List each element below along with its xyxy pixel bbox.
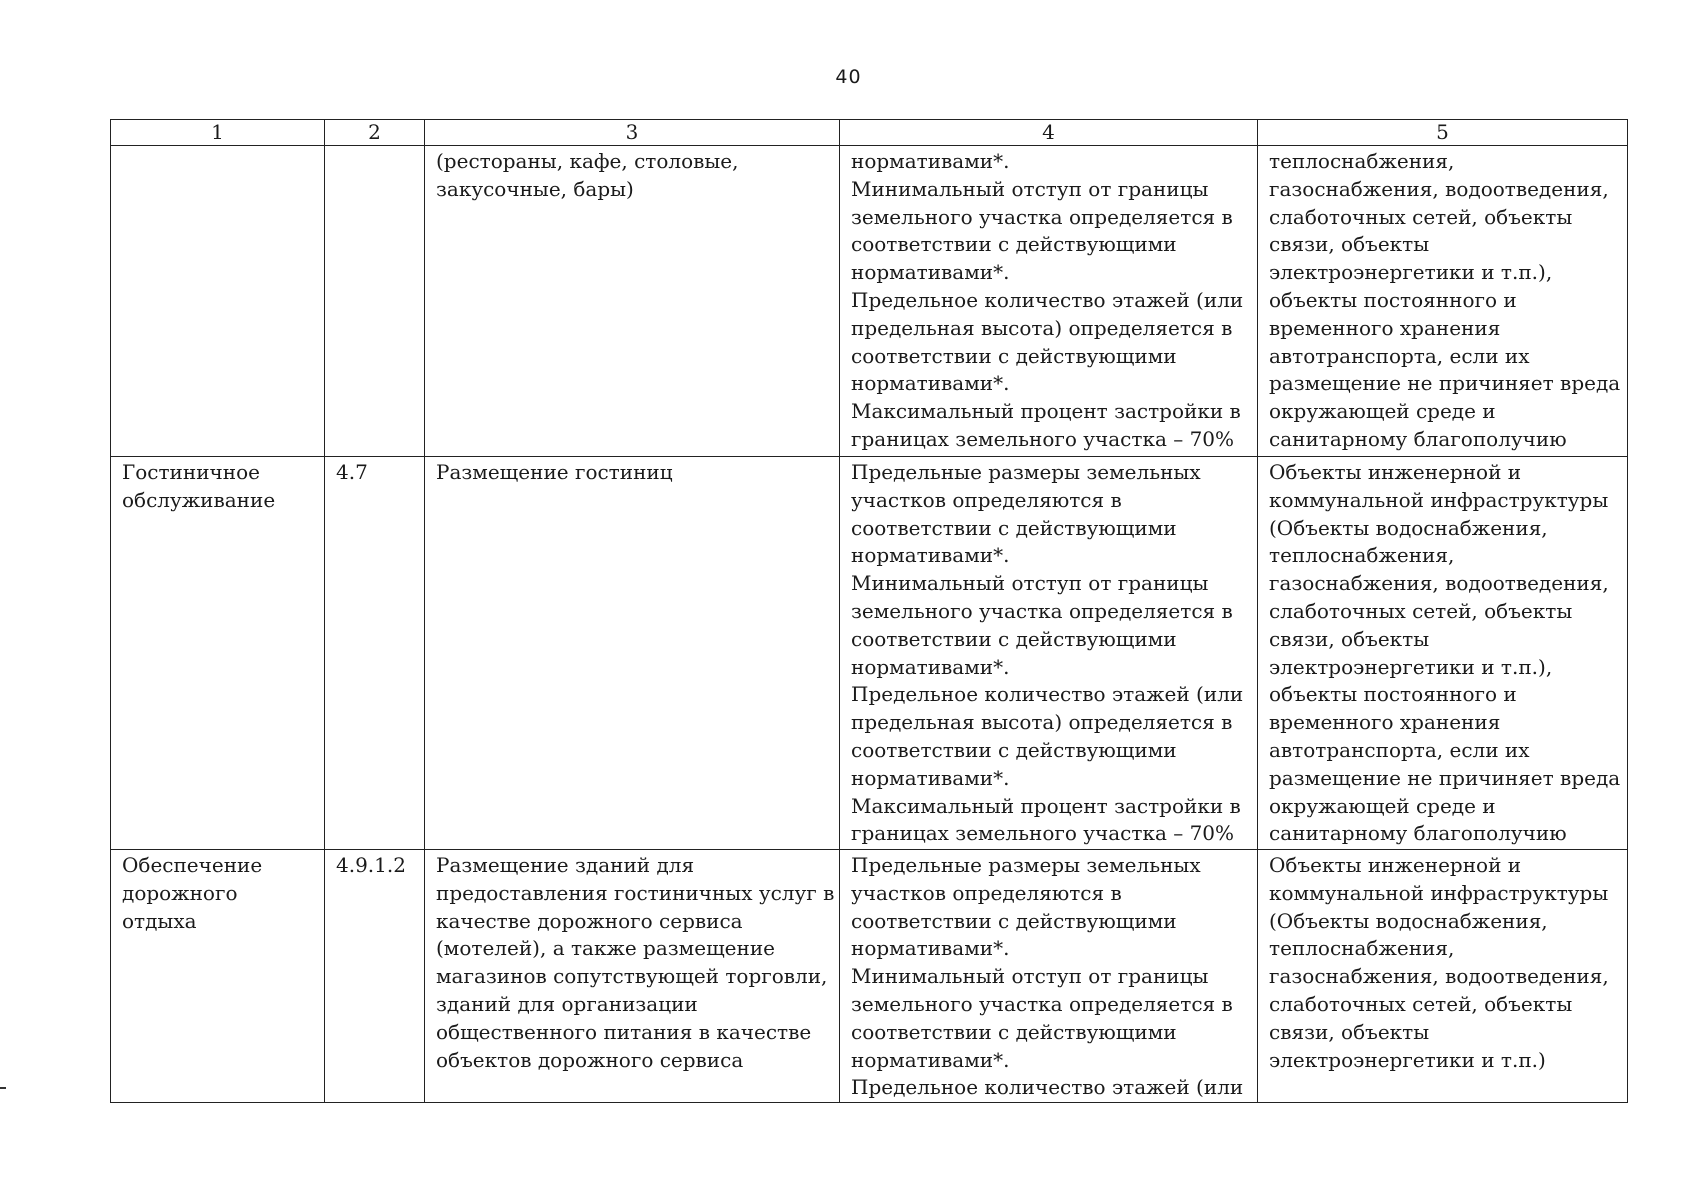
cell-text-line: газоснабжения, водоотведения, — [1269, 964, 1609, 989]
cell-text-line: газоснабжения, водоотведения, — [1269, 571, 1609, 596]
cell-text-line: связи, объекты — [1269, 232, 1430, 257]
cell-text-line: нормативами*. — [851, 654, 1010, 679]
cell-text-line: дорожного — [122, 880, 238, 905]
cell-text-line: соответствии с действующими — [851, 1019, 1177, 1044]
cell-text-line: предельная высота) определяется в — [851, 315, 1233, 340]
cell-text-line: теплоснабжения, — [1269, 149, 1455, 173]
cell-text-line: Максимальный процент застройки в — [851, 793, 1241, 818]
cell-text-line: соответствии с действующими — [851, 343, 1177, 368]
cell-text-line: слаботочных сетей, объекты — [1269, 204, 1573, 229]
cell-text-line: Предельное количество этажей (или — [851, 1075, 1244, 1100]
cell-text-line: участков определяются в — [851, 487, 1122, 512]
cell-text-line: (мотелей), а также размещение — [436, 936, 776, 961]
parameters-cell — [840, 850, 1258, 1103]
header-cell-4: 4 — [840, 120, 1258, 146]
cell-text-line: (рестораны, кафе, столовые, — [436, 149, 739, 173]
cell-text-line: временного хранения — [1269, 710, 1501, 735]
cell-text-line: Предельное количество этажей (или — [851, 287, 1244, 312]
cell-text-line: нормативами*. — [851, 543, 1010, 568]
auxiliary-uses-cell — [1258, 146, 1628, 457]
cell-text-line: размещение не причиняет вреда — [1269, 371, 1621, 396]
page-number: 40 — [835, 66, 862, 88]
cell-text-line: санитарному благополучию — [1269, 821, 1567, 846]
parameters-cell — [840, 457, 1258, 850]
auxiliary-uses-cell — [1258, 457, 1628, 850]
cell-text-line: соответствии с действующими — [851, 626, 1177, 651]
cell-text-line: закусочные, бары) — [436, 176, 634, 201]
auxiliary-uses-cell — [1258, 850, 1628, 1103]
land-use-table-container — [110, 119, 1622, 1103]
cell-text-line: Объекты инженерной и — [1269, 853, 1522, 877]
cell-text-line: обслуживание — [122, 487, 276, 512]
cell-text-line: земельного участка определяется в — [851, 204, 1233, 229]
cell-text-line: Размещение зданий для — [436, 853, 695, 877]
use-type-cell — [111, 457, 325, 850]
header-cell-2: 2 — [325, 120, 425, 146]
code-cell — [325, 457, 425, 850]
cell-text-line: отдыха — [122, 908, 197, 933]
cell-text-line: нормативами*. — [851, 936, 1010, 961]
table-row — [111, 146, 1628, 457]
table-row — [111, 457, 1628, 850]
cell-text-line: Обеспечение — [122, 853, 263, 877]
table-row — [111, 850, 1628, 1103]
use-type-cell — [111, 146, 325, 457]
cell-text-line: нормативами*. — [851, 371, 1010, 396]
cell-text-line: (Объекты водоснабжения, — [1269, 908, 1548, 933]
cell-text-line: Предельное количество этажей (или — [851, 682, 1244, 707]
cell-text-line: Объекты инженерной и — [1269, 460, 1522, 484]
cell-text-line: окружающей среде и — [1269, 793, 1496, 818]
cell-text-line: теплоснабжения, — [1269, 543, 1455, 568]
cell-text-line: автотранспорта, если их — [1269, 737, 1530, 762]
cell-text-line: (Объекты водоснабжения, — [1269, 515, 1548, 540]
cell-text-line: магазинов сопутствующей торговли, — [436, 964, 828, 989]
cell-text-line: Размещение гостиниц — [436, 460, 673, 484]
cell-text-line: электроэнергетики и т.п.), — [1269, 260, 1553, 285]
cell-text-line: объекты постоянного и — [1269, 287, 1517, 312]
cell-text-line: предельная высота) определяется в — [851, 710, 1233, 735]
cell-text-line: соответствии с действующими — [851, 908, 1177, 933]
cell-text-line: общественного питания в качестве — [436, 1019, 812, 1044]
cell-text-line: объекты постоянного и — [1269, 682, 1517, 707]
cell-text-line: электроэнергетики и т.п.), — [1269, 654, 1553, 679]
cell-text-line: Предельные размеры земельных — [851, 460, 1201, 484]
cell-text-line: соответствии с действующими — [851, 737, 1177, 762]
description-cell — [425, 850, 840, 1103]
cell-text-line: соответствии с действующими — [851, 515, 1177, 540]
cell-text-line: коммунальной инфраструктуры — [1269, 880, 1609, 905]
use-type-cell — [111, 850, 325, 1103]
header-cell-1: 1 — [111, 120, 325, 146]
cell-text-line: электроэнергетики и т.п.) — [1269, 1047, 1546, 1072]
cell-text-line: границах земельного участка – 70% — [851, 821, 1235, 846]
cell-text-line: Предельные размеры земельных — [851, 853, 1201, 877]
cell-text-line: автотранспорта, если их — [1269, 343, 1530, 368]
cell-text-line: нормативами*. — [851, 149, 1010, 173]
cell-text-line: качестве дорожного сервиса — [436, 908, 743, 933]
description-cell — [425, 146, 840, 457]
header-cell-5: 5 — [1258, 120, 1628, 146]
cell-text-line: коммунальной инфраструктуры — [1269, 487, 1609, 512]
cell-text-line: Гостиничное — [122, 460, 260, 484]
cell-text-line: размещение не причиняет вреда — [1269, 765, 1621, 790]
code-cell — [325, 850, 425, 1103]
cell-text-line: слаботочных сетей, объекты — [1269, 991, 1573, 1016]
cell-text-line: земельного участка определяется в — [851, 991, 1233, 1016]
cell-text-line: Минимальный отступ от границы — [851, 176, 1209, 201]
cell-text-line: соответствии с действующими — [851, 232, 1177, 257]
cell-text-line: временного хранения — [1269, 315, 1501, 340]
cell-text-line: объектов дорожного сервиса — [436, 1047, 744, 1072]
cell-text-line: участков определяются в — [851, 880, 1122, 905]
parameters-cell — [840, 146, 1258, 457]
cell-text-line: нормативами*. — [851, 1047, 1010, 1072]
land-use-table — [110, 119, 1628, 1103]
cell-text-line: санитарному благополучию — [1269, 426, 1567, 451]
cell-text-line: Минимальный отступ от границы — [851, 571, 1209, 596]
header-row — [111, 120, 1628, 146]
cell-text-line: слаботочных сетей, объекты — [1269, 598, 1573, 623]
cell-text-line: Минимальный отступ от границы — [851, 964, 1209, 989]
cell-text-line: окружающей среде и — [1269, 399, 1496, 424]
cell-text-line: теплоснабжения, — [1269, 936, 1455, 961]
description-cell — [425, 457, 840, 850]
header-cell-3: 3 — [425, 120, 840, 146]
cell-text-line: 4.9.1.2 — [336, 853, 406, 877]
cell-text-line: границах земельного участка – 70% — [851, 426, 1235, 451]
cell-text-line: нормативами*. — [851, 765, 1010, 790]
cell-text-line: зданий для организации — [436, 991, 698, 1016]
cell-text-line: 4.7 — [336, 460, 368, 484]
cell-text-line: земельного участка определяется в — [851, 598, 1233, 623]
code-cell — [325, 146, 425, 457]
cell-text-line: предоставления гостиничных услуг в — [436, 880, 835, 905]
cell-text-line: нормативами*. — [851, 260, 1010, 285]
scan-edge-mark — [0, 1087, 6, 1089]
cell-text-line: Максимальный процент застройки в — [851, 399, 1241, 424]
cell-text-line: связи, объекты — [1269, 626, 1430, 651]
cell-text-line: связи, объекты — [1269, 1019, 1430, 1044]
cell-text-line: газоснабжения, водоотведения, — [1269, 176, 1609, 201]
